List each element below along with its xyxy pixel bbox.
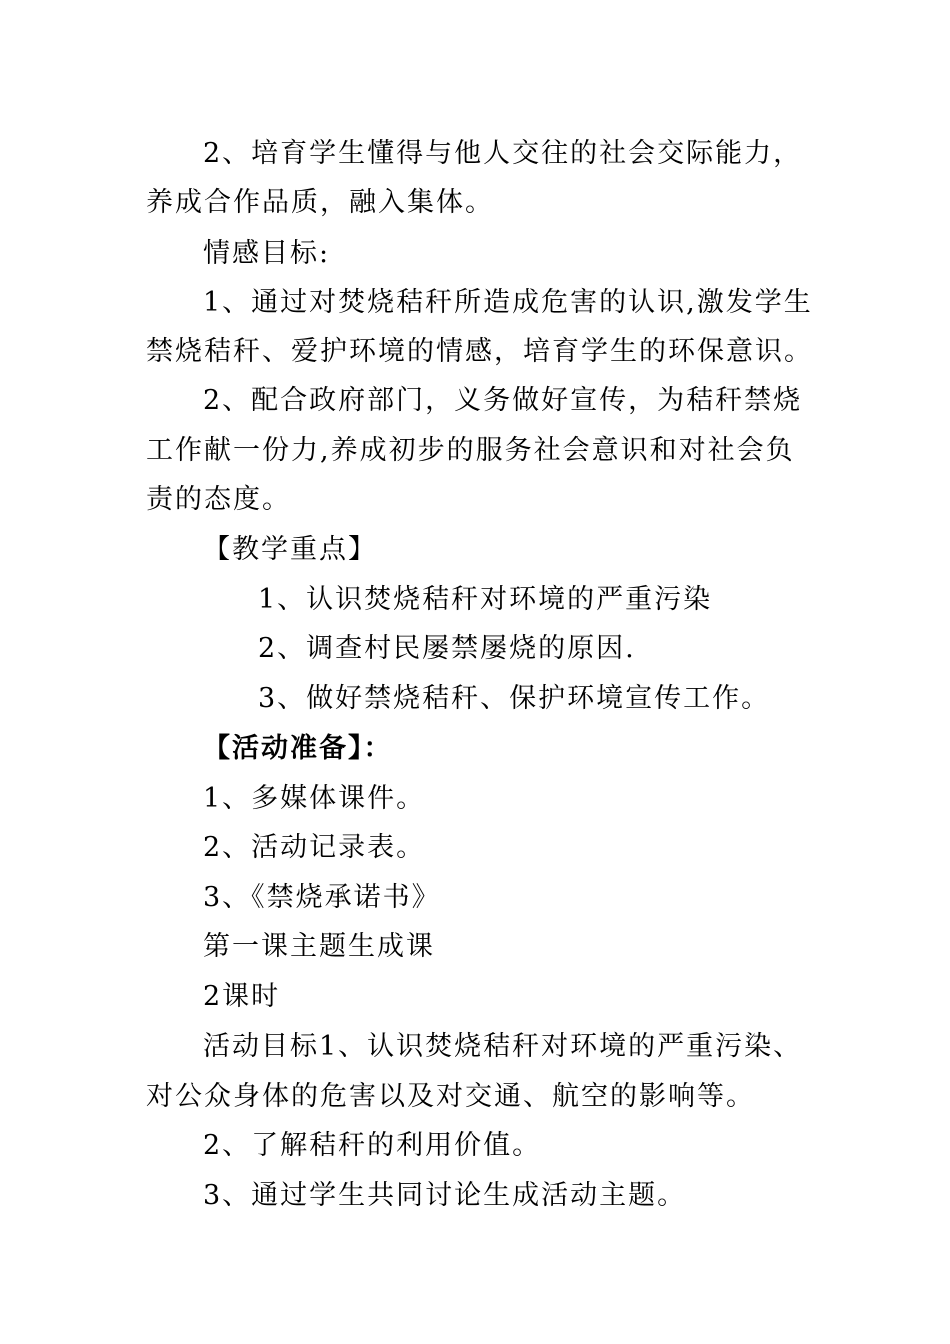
paragraph-line: 2、培育学生懂得与他人交往的社会交际能力，: [203, 138, 803, 169]
paragraph-line: 工作献一份力,养成初步的服务社会意识和对社会负: [146, 435, 795, 466]
list-item: 1、认识焚烧秸秆对环境的严重污染: [258, 584, 713, 615]
list-item: 2、了解秸秆的利用价值。: [203, 1130, 542, 1161]
paragraph-line: 禁烧秸秆、爱护环境的情感，培育学生的环保意识。: [146, 336, 813, 367]
section-heading: 【教学重点】: [203, 534, 377, 565]
paragraph-line: 2课时: [203, 981, 281, 1012]
list-item: 3、做好禁烧秸秆、保护环境宣传工作。: [258, 683, 771, 714]
paragraph-line: 责的态度。: [146, 484, 291, 515]
list-item: 2、调查村民屡禁屡烧的原因.: [258, 633, 636, 664]
paragraph-line: 养成合作品质，融入集体。: [146, 187, 494, 218]
paragraph-line: 活动目标1、认识焚烧秸秆对环境的严重污染、: [203, 1031, 803, 1062]
list-item: 3、《禁烧承诺书》: [203, 882, 441, 913]
list-item: 1、多媒体课件。: [203, 783, 426, 814]
paragraph-line: 2、配合政府部门，义务做好宣传，为秸秆禁烧: [203, 385, 803, 416]
section-heading: 情感目标:: [203, 238, 331, 269]
list-item: 2、活动记录表。: [203, 832, 426, 863]
section-heading: 第一课主题生成课: [203, 931, 435, 962]
paragraph-line: 对公众身体的危害以及对交通、航空的影响等。: [146, 1081, 755, 1112]
section-heading: 【活动准备】：: [203, 733, 393, 764]
list-item: 3、通过学生共同讨论生成活动主题。: [203, 1180, 687, 1211]
paragraph-line: 1、通过对焚烧秸秆所造成危害的认识,激发学生: [203, 287, 813, 318]
